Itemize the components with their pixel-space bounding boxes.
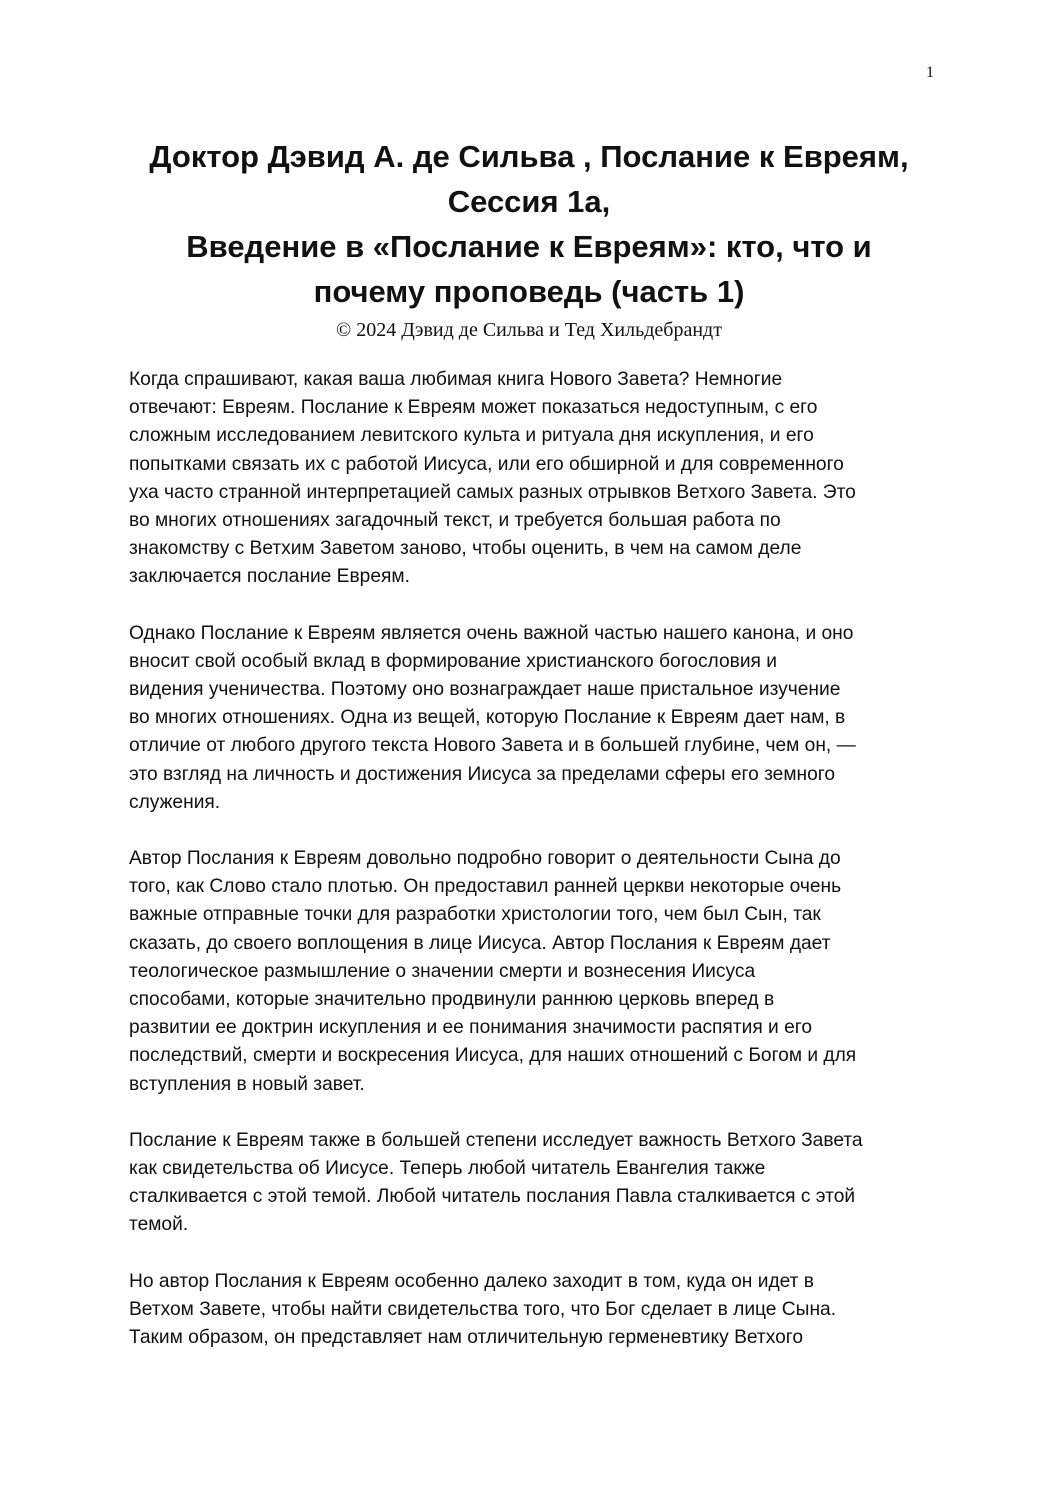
- paragraph: [129, 1127, 939, 1240]
- text-line: сталкивается с этой темой. Любой читатель послания Павла сталкивается с этой: [129, 1186, 856, 1208]
- text-line: заключается послание Евреям.: [129, 566, 410, 588]
- paragraph: [129, 1268, 939, 1353]
- text-line: важные отправные точки для разработки христологии того, чем был Сын, так: [129, 904, 821, 926]
- copyright-notice: © 2024 Дэвид де Сильва и Тед Хильдебрандт: [336, 319, 722, 341]
- text-line: вносит свой особый вклад в формирование христианского богословия и: [129, 650, 777, 672]
- text-line: последствий, смерти и воскресения Иисуса, для наших отношений с Богом и для: [129, 1045, 857, 1067]
- text-line: Но автор Послания к Евреям особенно далеко заходит в том, куда он идет в: [129, 1270, 814, 1292]
- text-line: это взгляд на личность и достижения Иисуса за пределами сферы его земного: [129, 763, 836, 785]
- page-number: 1: [926, 64, 934, 81]
- text-line: служения.: [129, 791, 221, 813]
- paragraph: [129, 366, 939, 592]
- text-line: вступления в новый завет.: [129, 1073, 365, 1095]
- text-line: отвечают: Евреям. Послание к Евреям может показаться недоступным, с его: [129, 397, 818, 419]
- text-line: как свидетельства об Иисусе. Теперь любой читатель Евангелия также: [129, 1158, 766, 1180]
- text-line: видения ученичества. Поэтому оно вознаграждает наше пристальное изучение: [129, 679, 841, 701]
- text-line: знакомству с Ветхим Заветом заново, чтобы оценить, в чем на самом деле: [129, 538, 802, 560]
- title-line-2: Сессия 1а,: [447, 184, 611, 219]
- text-line: попытками связать их с работой Иисуса, или его обширной и для современного: [129, 453, 844, 475]
- text-line: Автор Послания к Евреям довольно подробно говорит о деятельности Сына до: [129, 848, 841, 870]
- text-line: уха часто странной интерпретацией самых разных отрывков Ветхого Завета. Это: [129, 481, 856, 503]
- text-line: теологическое размышление о значении смерти и вознесения Иисуса: [129, 960, 756, 982]
- text-line: темой.: [129, 1214, 189, 1236]
- text-line: развитии ее доктрин искупления и ее понимания значимости распятия и его: [129, 1017, 813, 1039]
- text-line: того, как Слово стало плотью. Он предоставил ранней церкви некоторые очень: [129, 876, 842, 898]
- text-line: во многих отношениях загадочный текст, и требуется большая работа по: [129, 510, 781, 532]
- text-line: Ветхом Завете, чтобы найти свидетельства того, что Бог сделает в лице Сына.: [129, 1298, 837, 1320]
- body-text: [129, 366, 939, 1380]
- text-line: сложным исследованием левитского культа и ритуала дня искупления, и его: [129, 425, 814, 447]
- text-line: отличие от любого другого текста Нового Завета и в большей глубине, чем он, —: [129, 735, 856, 757]
- text-line: Однако Послание к Евреям является очень важной частью нашего канона, и оно: [129, 622, 854, 644]
- paragraph: [129, 620, 939, 817]
- title-line-3: Введение в «Послание к Евреям»: кто, что и: [186, 229, 872, 264]
- text-line: способами, которые значительно продвинули раннюю церковь вперед в: [129, 989, 775, 1011]
- document-title: [100, 134, 958, 344]
- text-line: сказать, до своего воплощения в лице Иисуса. Автор Послания к Евреям дает: [129, 932, 831, 954]
- paragraph: [129, 845, 939, 1099]
- text-line: Когда спрашивают, какая ваша любимая книга Нового Завета? Немногие: [129, 369, 783, 390]
- title-line-1: Доктор Дэвид А. де Сильва , Послание к Евреям,: [149, 139, 909, 174]
- text-line: во многих отношениях. Одна из вещей, которую Послание к Евреям дает нам, в: [129, 707, 846, 729]
- title-line-4: почему проповедь (часть 1): [313, 274, 745, 309]
- text-line: Послание к Евреям также в большей степени исследует важность Ветхого Завета: [129, 1129, 863, 1151]
- text-line: Таким образом, он представляет нам отличительную герменевтику Ветхого: [129, 1327, 804, 1349]
